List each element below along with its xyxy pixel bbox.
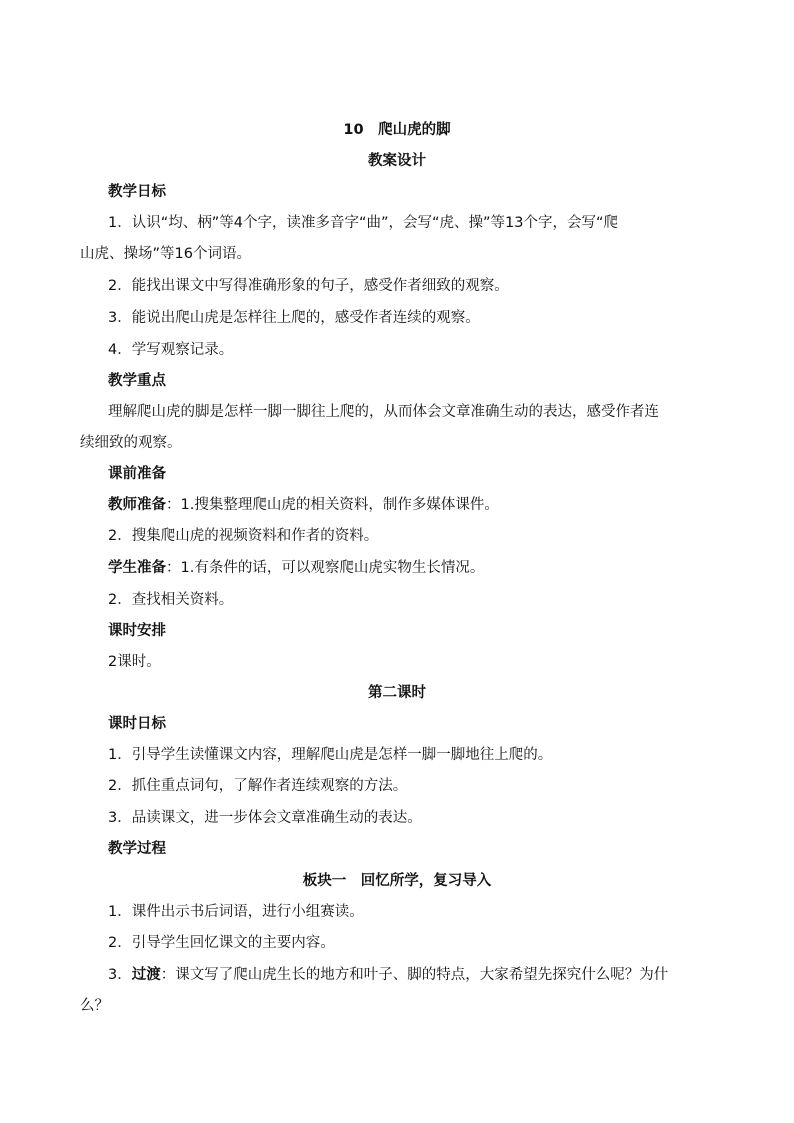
goal-line: 山虎、操场”等16个词语。: [80, 246, 251, 262]
lesson-goals-heading: 课时日标: [108, 716, 166, 732]
transition-line: [108, 965, 668, 985]
teacher-prep-label: 教师准备: [108, 497, 166, 513]
block1-item: 1．课件出示书后词语，进行小组赛读。: [108, 904, 364, 920]
schedule-text: 2课时。: [108, 654, 161, 670]
lesson-title: 10 爬山虎的脚: [343, 122, 451, 138]
lesson-goal-line: 1．引导学生读懂课文内容，理解爬山虎是怎样一脚一脚地往上爬的。: [108, 747, 553, 763]
student-prep-text: ：1.有条件的话，可以观察爬山虎实物生长情况。: [166, 560, 485, 576]
lesson-subtitle: 教案设计: [368, 153, 426, 169]
goal-line: 4．学写观察记录。: [108, 342, 234, 358]
teacher-prep-line: [108, 495, 499, 515]
schedule-heading: 课时安排: [108, 623, 166, 639]
key-line: 续细致的观察。: [80, 435, 182, 451]
goal-line: 3．能说出爬山虎是怎样往上爬的，感受作者连续的观察。: [108, 310, 480, 326]
student-prep-label: 学生准备: [108, 560, 166, 576]
process-heading: 教学过程: [108, 841, 166, 857]
lesson-goal-line: 2．抓住重点词句，了解作者连续观察的方法。: [108, 778, 408, 794]
second-lesson-heading: 第二课时: [368, 685, 426, 701]
goal-line: 2．能找出课文中写得准确形象的句子，感受作者细致的观察。: [108, 278, 509, 294]
block1-heading: 板块一 回忆所学，复习导入: [302, 873, 492, 889]
transition-label: 过渡: [131, 967, 161, 983]
student-prep-line: [108, 558, 484, 578]
block1-item: 2．引导学生回忆课文的主要内容。: [108, 935, 335, 951]
transition-text: ：课文写了爬山虎生长的地方和叶子、脚的特点，大家希望先探究什么呢？为什: [160, 967, 669, 983]
key-heading: 教学重点: [108, 373, 166, 389]
transition-prefix: 3．: [108, 967, 132, 983]
teacher-prep-text: ：1.搜集整理爬山虎的相关资料，制作多媒体课件。: [166, 497, 499, 513]
lesson-goal-line: 3．品读课文，进一步体会文章准确生动的表达。: [108, 810, 422, 826]
goals-heading: 教学日标: [108, 184, 166, 200]
student-prep-line-2: 2．查找相关资料。: [108, 592, 234, 608]
transition-cont: 么？: [80, 998, 109, 1014]
goal-line: 1．认识“均、柄”等4个字，读准多音字“曲”，会写“虎、操”等13个字，会写“爬: [108, 215, 618, 231]
key-line: 理解爬山虎的脚是怎样一脚一脚往上爬的，从而体会文章准确生动的表达，感受作者连: [108, 404, 659, 420]
prep-heading: 课前准备: [108, 466, 166, 482]
teacher-prep-line-2: 2．搜集爬山虎的视频资料和作者的资料。: [108, 528, 379, 544]
